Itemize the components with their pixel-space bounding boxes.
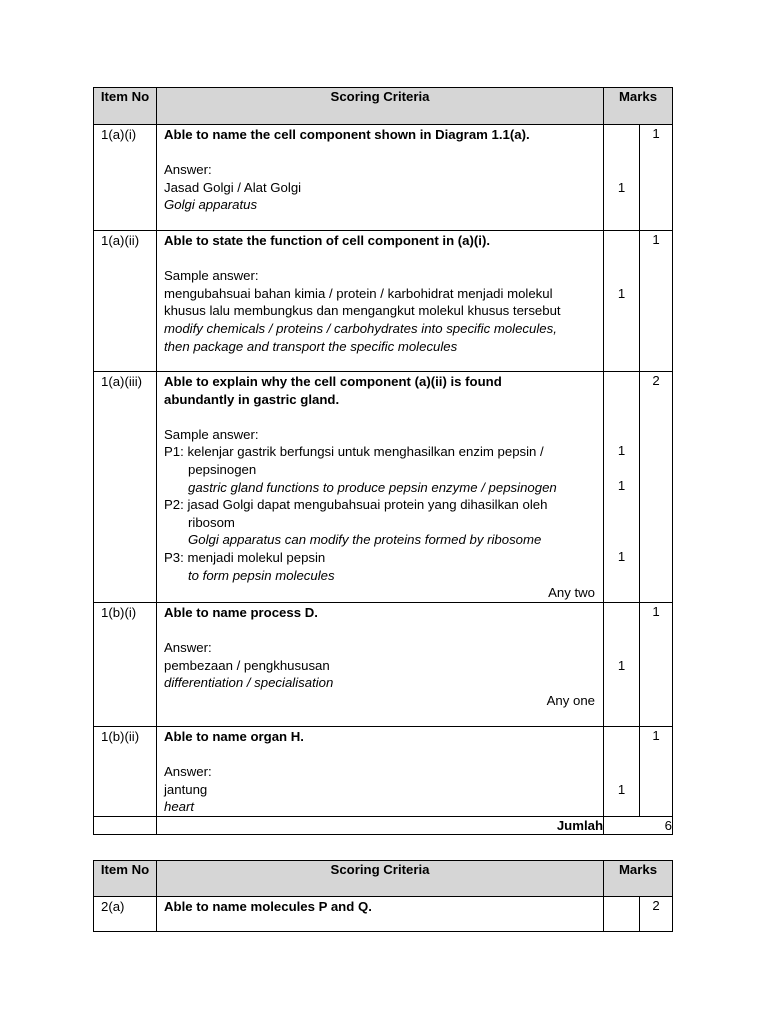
- criterion-title: abundantly in gastric gland.: [164, 391, 340, 407]
- criterion-title: Able to name organ H.: [164, 728, 304, 744]
- point-mark: 1: [617, 657, 626, 673]
- table-row: [94, 125, 673, 231]
- any-two-note: Any two: [548, 585, 595, 601]
- criterion-title: Able to name the cell component shown in Diagram 1.1(a).: [164, 127, 530, 142]
- table-row: [94, 726, 673, 816]
- answer-line-english: differentiation / specialisation: [164, 675, 334, 691]
- point-mark: 1: [617, 781, 626, 797]
- total-marks: 1: [652, 126, 660, 141]
- total-row: [94, 816, 673, 835]
- table-row: [94, 602, 673, 726]
- item-number: 1(b)(i): [101, 604, 137, 620]
- criterion-title: Able to name molecules P and Q.: [164, 899, 372, 914]
- answer-line-english: then package and transport the specific molecules: [164, 338, 458, 354]
- answer-line-english: heart: [164, 799, 195, 815]
- answer-line-english: gastric gland functions to produce pepsin enzyme / pepsinogen: [188, 479, 557, 495]
- answer-label: Answer:: [164, 639, 212, 655]
- header-item-no: Item No: [94, 88, 157, 125]
- answer-line: Jasad Golgi / Alat Golgi: [164, 179, 302, 195]
- point-mark-p1: 1: [617, 443, 626, 458]
- answer-label: Sample answer:: [164, 426, 259, 442]
- answer-line-english: Golgi apparatus can modify the proteins formed by ribosome: [188, 532, 542, 548]
- total-marks: 1: [652, 603, 660, 619]
- criterion-title: Able to name process D.: [164, 604, 318, 620]
- answer-line: ribosom: [188, 514, 235, 530]
- total-marks: 1: [652, 727, 660, 743]
- answer-line: pembezaan / pengkhususan: [164, 657, 330, 673]
- item-number: 1(a)(ii): [101, 233, 140, 248]
- answer-line: mengubahsuai bahan kimia / protein / karbohidrat menjadi molekul: [164, 285, 553, 301]
- answer-point-p2: P2: jasad Golgi dapat mengubahsuai protein yang dihasilkan oleh: [164, 497, 548, 513]
- table-row: [94, 231, 673, 372]
- table-row: [94, 897, 673, 932]
- item-number: 1(a)(iii): [101, 374, 143, 389]
- header-scoring-criteria: Scoring Criteria: [157, 88, 604, 125]
- total-value: 6: [604, 816, 673, 835]
- total-marks: 1: [652, 232, 660, 247]
- total-label: Jumlah: [157, 816, 604, 835]
- answer-label: Sample answer:: [164, 268, 259, 284]
- point-mark: 1: [617, 286, 626, 301]
- point-mark: 1: [617, 180, 626, 195]
- header-marks: Marks: [604, 88, 673, 125]
- criterion-title: Able to explain why the cell component (a)(ii) is found: [164, 374, 502, 389]
- header-scoring-criteria: Scoring Criteria: [157, 861, 604, 897]
- scoring-table-1: [93, 87, 673, 835]
- answer-line-english: modify chemicals / proteins / carbohydrates into specific molecules,: [164, 320, 557, 336]
- answer-label: Answer:: [164, 162, 212, 178]
- answer-line: khusus lalu membungkus dan mengangkut molekul khusus tersebut: [164, 303, 561, 319]
- answer-line-english: Golgi apparatus: [164, 197, 258, 213]
- total-marks: 2: [652, 373, 660, 388]
- point-mark-p3: 1: [617, 548, 626, 564]
- table-row: [94, 372, 673, 603]
- answer-point-p3: P3: menjadi molekul pepsin: [164, 549, 326, 565]
- scoring-table-2: [93, 860, 673, 932]
- item-number: 2(a): [101, 899, 125, 914]
- item-number: 1(b)(ii): [101, 728, 140, 744]
- answer-line: pepsinogen: [188, 461, 257, 477]
- answer-line: jantung: [164, 781, 208, 797]
- header-item-no: Item No: [94, 861, 157, 897]
- answer-point-p1: P1: kelenjar gastrik berfungsi untuk menghasilkan enzim pepsin /: [164, 444, 544, 460]
- item-number: 1(a)(i): [101, 127, 137, 142]
- answer-label: Answer:: [164, 763, 212, 779]
- point-mark-p2: 1: [617, 478, 626, 494]
- header-marks: Marks: [604, 861, 673, 897]
- any-one-note: Any one: [546, 693, 595, 709]
- total-marks: 2: [652, 898, 660, 913]
- answer-line-english: to form pepsin molecules: [188, 567, 335, 583]
- criterion-title: Able to state the function of cell component in (a)(i).: [164, 233, 491, 248]
